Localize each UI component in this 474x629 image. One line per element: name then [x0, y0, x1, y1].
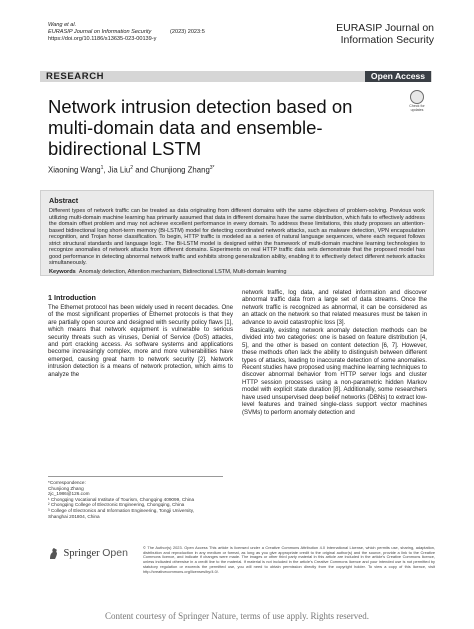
- right-column: [242, 289, 427, 417]
- page-footer: Content courtesy of Springer Nature, terms of use apply. Rights reserved.: [104, 611, 370, 621]
- publisher-logo: Springer Open: [48, 545, 128, 561]
- intro-paragraph-2: network traffic, log data, and related information and discover abnormal traffic data from a large set of data streams. Once the network traffic is recognized as abnormal, it can be considered as an attack on the network so that related measures must be taken in advance to avoid catastrophic loss [3].: [242, 289, 427, 326]
- abstract-box: [40, 190, 434, 276]
- doi-link[interactable]: https://doi.org/10.1186/s13635-023-00139-y: [48, 36, 157, 42]
- refresh-icon: [410, 90, 424, 104]
- author-1[interactable]: Xiaoning Wang: [48, 165, 101, 175]
- license-text: © The Author(s) 2023. Open Access This article is licensed under a Creative Commons Attribution 4.0 International License, which permits use, sharing, adaptation, distribution and reproduction in any medium or format, as long as you give appropriate credit to the original author(s) and the source, provide a link to the Creative Commons licence, and indicate if changes were made. The images or other third party material in this article are included in the article's Creative Commons licence, unless indicated otherwise in a credit line to the material. If material is not included in the article's Creative Commons licence and your intended use is not permitted by statutory regulation or exceeds the permitted use, you will need to obtain permission directly from the copyright holder. To view a copy of this licence, visit http://creativecommons.org/licenses/by/4.0/.: [143, 545, 435, 574]
- running-header: [48, 22, 205, 43]
- running-journal: EURASIP Journal on Information Security (2023) 2023:5: [48, 29, 205, 35]
- section-heading-introduction: 1 Introduction: [48, 293, 96, 302]
- author-2[interactable]: Jia Liu: [107, 165, 131, 175]
- correspondence-notes: *Correspondence: Chunjiong Zhang zjc_1986@126.com ¹ Chongqing Vocational Institute of Tourism, Chongqing 409099, China ² Chongqing College of Electronic Engineering, Chongqing, China ³ College of Electronics and Information Engineering, Tongji University, Shanghai 201804, China: [48, 476, 223, 519]
- left-column: [48, 293, 233, 379]
- running-authors: Wang et al.: [48, 22, 77, 28]
- correspondence-email[interactable]: zjc_1986@126.com: [48, 491, 90, 497]
- article-title: Network intrusion detection based on multi-domain data and ensemble-bidirectional LSTM: [48, 96, 353, 159]
- journal-name: EURASIP Journal on Information Security: [336, 22, 434, 46]
- author-3[interactable]: Chunjiong Zhang: [150, 165, 210, 175]
- intro-paragraph-3: Basically, existing network anomaly detection methods can be divided into two categories: one is based on feature distribution [4, 5], and the other is based on content detection [6, 7]. However, these methods often lack the ability to distinguish between different types of attacks, leading to inaccurate detection of some anomalies. Recent studies have proposed using machine learning techniques to discover abnormal behavior from HTTP server logs and cluster HTTP session processes using a non-parametric hidden Markov model with explicit state duration [8]. Additionally, some researchers have used unsupervised deep belief networks (DBNs) to extract low-level features and trained single-class support vector machines (SVMs) to perform anomaly detection and: [242, 327, 427, 416]
- open-access-badge: Open Access: [365, 71, 431, 82]
- springer-horse-icon: [48, 547, 59, 560]
- check-for-updates-button[interactable]: Check for updates: [406, 90, 428, 112]
- abstract-heading: Abstract: [49, 196, 79, 205]
- intro-paragraph-1: The Ethernet protocol has been widely used in recent decades. One of the most significant properties of Ethernet protocols is that they are partially open source and designed with security policy flaws [1], which means that network equipment is vulnerable to serious security threats such as viruses, Denial of Service (DoS) attacks, and port cracking access. As software systems and applications become increasingly complex, more and more vulnerabilities have emerged, causing great harm to network security [2]. Network intrusion detection is a means of network protection, which aims to analyze the: [48, 304, 233, 378]
- article-type-label: RESEARCH: [46, 71, 105, 82]
- keywords: Keywords Anomaly detection, Attention mechanism, Bidirectional LSTM, Multi-domain learning: [49, 268, 287, 275]
- abstract-text: Different types of network traffic can be treated as data originating from different domains with the same objectives of problem-solving. Previous work utilizing multi-domain machine learning has primarily assumed that data in different domains have the same distribution, which fails to effectively address the domain offset problem and may not achieve excellent performance in every domain. To address these limitations, this study proposes an attention-based bidirectional long short-term memory (Bi-LSTM) model for detecting coordinated network attacks, such as malware detection, VPN encapsulation recognition, and Trojan horse classification. To begin, HTTP traffic is modeled as a series of natural language sequences, where each request follows strict structural standards and language logic. The Bi-LSTM model is designed within the framework of multi-domain machine learning technologies to recognize anomalies of network attacks from different domains. Experiments on real HTTP traffic data sets demonstrate that the proposed model has good performance in detecting abnormal network traffic and exhibits strong generalization ability, enabling it to effectively detect different network attacks simultaneously.: [49, 208, 425, 267]
- author-list: Xiaoning Wang$^1$, Jia Liu$^2$ and Chunjiong Zhang$^{3*}$: [48, 165, 215, 175]
